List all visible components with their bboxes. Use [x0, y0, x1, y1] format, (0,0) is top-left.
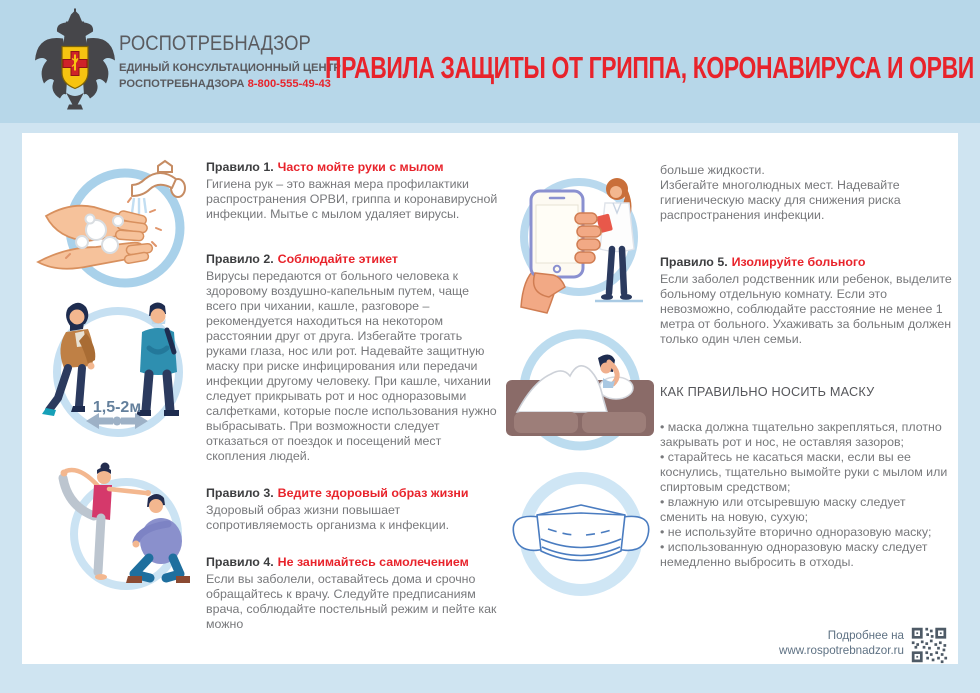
- org-name: РОСПОТРЕБНАДЗОР: [119, 32, 311, 55]
- rule-1-title: Часто мойте руки с мылом: [277, 160, 444, 174]
- rule-2-body: Вирусы передаются от больного человека к здоровому воздушно-капельным путем, чаще всего при чихании, кашле, разговоре – рекомендуется находиться на некотором расстоянии друг от друга. Избегайте трогать руками глаза, нос или рот. Надевайте защитную маску при риске инфицирования или передачи инфекции другому человеку. При кашле, чихании следует прикрывать рот и нос одноразовыми салфетками, которые после использования нужно выбрасывать. При возможности следует отказаться от поездок и посещений мест скопления людей.: [206, 269, 497, 463]
- poster-title: ПРАВИЛА ЗАЩИТЫ ОТ ГРИППА, КОРОНАВИРУСА И ОРВИ: [325, 50, 974, 85]
- rospotrebnadzor-eagle-emblem-icon: [33, 8, 117, 112]
- rule-4-title: Не занимайтесь самолечением: [277, 555, 469, 569]
- rule-1-label: Правило 1.: [206, 160, 274, 174]
- rule-1-body: Гигиена рук – это важная мера профилактики распространения ОРВИ, гриппа и коронавирусной инфекции. Мытье с мылом удаляет вирусы.: [206, 177, 498, 221]
- mask-guide-title: КАК ПРАВИЛЬНО НОСИТЬ МАСКУ: [660, 385, 875, 399]
- healthy-lifestyle-icon: [28, 458, 206, 623]
- org-subtitle-line1: ЕДИНЫЙ КОНСУЛЬТАЦИОННЫЙ ЦЕНТР: [119, 62, 341, 74]
- mask-bullet-4: • не используйте вторично одноразовую маску;: [660, 525, 932, 539]
- rule-4-continuation-line: больше жидкости.: [660, 163, 765, 177]
- rule-2-label: Правило 2.: [206, 252, 274, 266]
- rule-3-label: Правило 3.: [206, 486, 274, 500]
- rule-4-heading: [206, 555, 499, 570]
- text-column-left: [206, 160, 499, 654]
- mask-guide-bullets: [660, 420, 954, 570]
- org-subtitle-line2: РОСПОТРЕБНАДЗОРА: [119, 78, 245, 90]
- mask-bullet-2: • старайтесь не касаться маски, если вы ее коснулись, тщательно вымойте руки с мылом или спиртовым средством;: [660, 450, 948, 494]
- footer-note: [640, 629, 904, 658]
- phone-number: 8-800-555-49-43: [247, 78, 331, 90]
- mask-bullet-5: • использованную одноразовую маску следует немедленно выбросить в отходы.: [660, 540, 928, 569]
- qr-code: [910, 626, 948, 664]
- rule-3-title: Ведите здоровый образ жизни: [277, 486, 469, 500]
- org-subtitle: [119, 60, 341, 92]
- rule-2-heading: [206, 252, 499, 267]
- rule-4-continuation: [660, 163, 954, 223]
- rule-4-body: Если вы заболели, оставайтесь дома и срочно обращайтесь к врачу. Следуйте предписаниям врача, соблюдайте постельный режим и пейте как можно: [206, 572, 497, 631]
- rule-1-heading: [206, 160, 499, 175]
- sick-person-couch-icon: [503, 320, 657, 470]
- rule-5-label: Правило 5.: [660, 255, 728, 269]
- footer-line1: Подробнее на: [827, 629, 904, 642]
- rule-4-continuation-para: Избегайте многолюдных мест. Надевайте гигиеническую маску для снижения риска распространения инфекции.: [660, 178, 901, 222]
- handwashing-icon: [30, 150, 202, 300]
- rule-2-title: Соблюдайте этикет: [277, 252, 398, 266]
- rule-5-body: Если заболел родственник или ребенок, выделите больному отдельную комнату. Если это невозможно, соблюдайте расстояние не менее 1 метра от больного. Ухаживать за больным должен только один член семьи.: [660, 272, 952, 346]
- rule-5-title: Изолируйте больного: [731, 255, 866, 269]
- rule-3-heading: [206, 486, 499, 501]
- rule-4-label: Правило 4.: [206, 555, 274, 569]
- footer-line2: www.rospotrebnadzor.ru: [778, 643, 904, 657]
- telemedicine-icon: [505, 155, 657, 317]
- distance-label: 1,5-2м: [92, 399, 142, 416]
- text-column-right: [660, 163, 954, 570]
- social-distance-icon: [28, 288, 206, 460]
- rule-3-body: Здоровый образ жизни повышает сопротивляемость организма к инфекции.: [206, 503, 450, 532]
- mask-bullet-1: • маска должна тщательно закрепляться, плотно закрывать рот и нос, не оставляя зазоров;: [660, 420, 942, 449]
- mask-bullet-3: • влажную или отсыревшую маску следует сменить на новую, сухую;: [660, 495, 906, 524]
- rule-5-heading: [660, 255, 954, 270]
- medical-mask-icon: [505, 463, 657, 617]
